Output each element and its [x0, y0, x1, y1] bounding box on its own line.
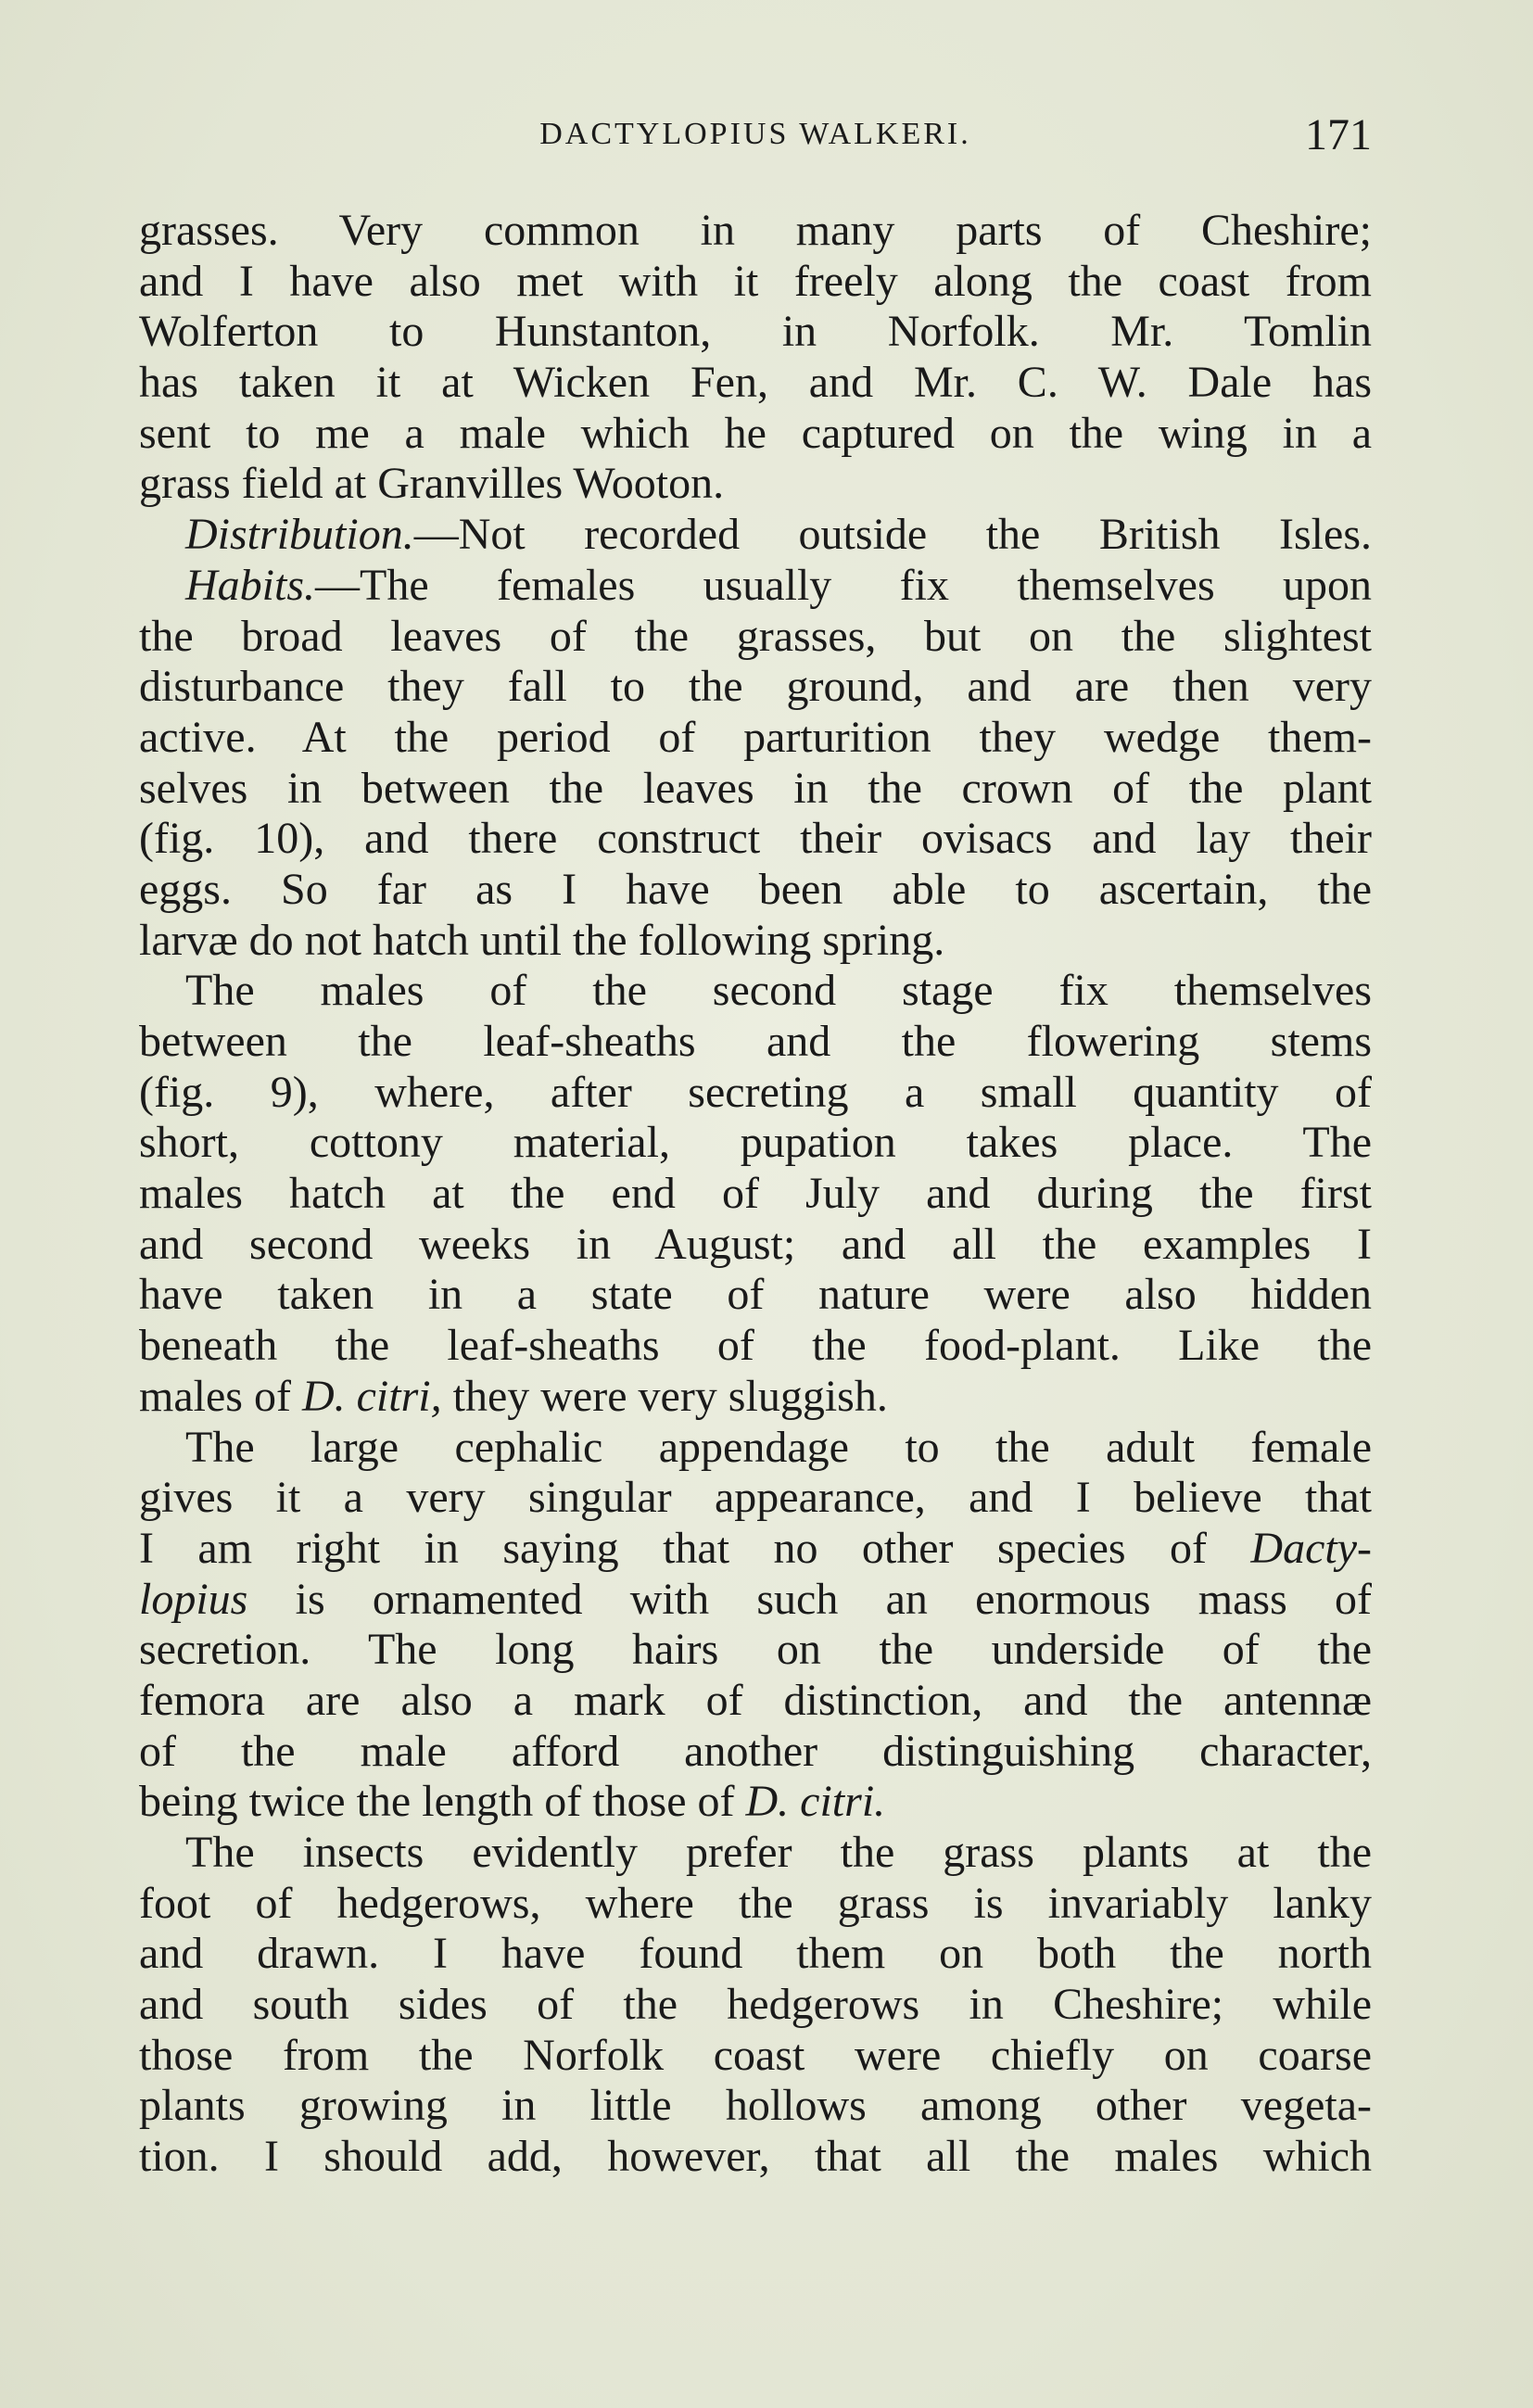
- text-line: [139, 206, 1372, 257]
- line-text: foot of hedgerows, where the grass is invariably lanky: [139, 1878, 1372, 1928]
- line-text: short, cottony material, pupation takes place. The: [139, 1118, 1372, 1168]
- text-line: [139, 2081, 1372, 2132]
- line-text: they were very sluggish.: [441, 1371, 888, 1421]
- text-line: [139, 561, 1372, 612]
- page-number: 171: [1305, 110, 1372, 159]
- text-line: [139, 865, 1372, 916]
- italic-term: lopius: [139, 1574, 248, 1624]
- text-line: [139, 409, 1372, 460]
- text-line: [139, 1169, 1372, 1220]
- text-line: [139, 1068, 1372, 1119]
- line-text: Wolferton to Hunstanton, in Norfolk. Mr. Tomlin: [139, 307, 1372, 357]
- text-line: [139, 966, 1372, 1017]
- text-line: [139, 713, 1372, 764]
- text-line: [139, 2132, 1372, 2183]
- line-text: larvæ do not hatch until the following spring.: [139, 915, 945, 965]
- line-text: gives it a very singular appearance, and I believe that: [139, 1473, 1372, 1523]
- line-text: and I have also met with it freely along the coast from: [139, 256, 1372, 306]
- text-line: [139, 662, 1372, 713]
- line-text: between the leaf-sheaths and the flowering stems: [139, 1017, 1372, 1066]
- line-text: tion. I should add, however, that all the males which: [139, 2132, 1372, 2182]
- line-text: (fig. 9), where, after secreting a small quantity of: [139, 1067, 1372, 1117]
- text-line: [139, 1727, 1372, 1778]
- text-line: [139, 1220, 1372, 1271]
- text-line: [139, 1828, 1372, 1879]
- line-text: has taken it at Wicken Fen, and Mr. C. W. Dale has: [139, 358, 1372, 408]
- line-text: and drawn. I have found them on both the north: [139, 1929, 1372, 1979]
- line-text: males of: [139, 1371, 302, 1421]
- text-line: [139, 358, 1372, 409]
- line-text: and south sides of the hedgerows in Cheshire; while: [139, 1980, 1372, 2030]
- italic-term: Habits.: [185, 560, 316, 610]
- text-line: [139, 1017, 1372, 1068]
- text-line: [139, 1473, 1372, 1524]
- text-line: [139, 1777, 1372, 1828]
- text-line: [139, 1118, 1372, 1169]
- text-line: [139, 510, 1372, 561]
- italic-term: D. citri.: [745, 1777, 886, 1827]
- line-text: —The females usually fix themselves upon: [315, 560, 1372, 610]
- line-text: eggs. So far as I have been able to ascertain, the: [139, 864, 1372, 914]
- text-line: [139, 1625, 1372, 1676]
- line-text: grasses. Very common in many parts of Cheshire;: [139, 206, 1372, 255]
- line-text: The males of the second stage fix themselves: [185, 966, 1372, 1016]
- text-line: [139, 1524, 1372, 1575]
- running-title: DACTYLOPIUS WALKERI.: [539, 117, 971, 151]
- text-line: [139, 2031, 1372, 2082]
- text-line: [139, 814, 1372, 865]
- line-text: plants growing in little hollows among other vegeta-: [139, 2081, 1372, 2131]
- text-line: [139, 1676, 1372, 1727]
- italic-term: Dacty-: [1250, 1523, 1372, 1573]
- line-text: active. At the period of parturition they wedge them-: [139, 712, 1372, 762]
- text-line: [139, 1423, 1372, 1474]
- line-text: being twice the length of those of: [139, 1777, 746, 1827]
- line-text: and second weeks in August; and all the examples I: [139, 1219, 1372, 1269]
- line-text: selves in between the leaves in the crown of the plant: [139, 763, 1372, 813]
- text-line: [139, 1372, 1372, 1423]
- text-line: [139, 459, 1372, 510]
- text-line: [139, 1879, 1372, 1930]
- line-text: beneath the leaf-sheaths of the food-plant. Like the: [139, 1321, 1372, 1371]
- line-text: —Not recorded outside the British Isles.: [413, 510, 1372, 560]
- line-text: disturbance they fall to the ground, and are then very: [139, 662, 1372, 712]
- body-text: [139, 206, 1372, 2183]
- line-text: secretion. The long hairs on the underside of the: [139, 1625, 1372, 1675]
- line-text: have taken in a state of nature were also hidden: [139, 1270, 1372, 1320]
- line-text: The insects evidently prefer the grass plants at the: [185, 1828, 1372, 1877]
- line-text: (fig. 10), and there construct their ovisacs and lay their: [139, 814, 1372, 864]
- line-text: males hatch at the end of July and during the first: [139, 1169, 1372, 1219]
- text-line: [139, 1575, 1372, 1626]
- text-line: [139, 1270, 1372, 1321]
- text-line: [139, 1321, 1372, 1372]
- line-text: femora are also a mark of distinction, and the antennæ: [139, 1675, 1372, 1725]
- text-line: [139, 916, 1372, 967]
- text-line: [139, 764, 1372, 815]
- text-line: [139, 1980, 1372, 2031]
- line-text: those from the Norfolk coast were chiefly on coarse: [139, 2030, 1372, 2080]
- line-text: sent to me a male which he captured on the wing in a: [139, 408, 1372, 458]
- line-text: grass field at Granvilles Wooton.: [139, 459, 725, 509]
- text-line: [139, 1929, 1372, 1980]
- line-text: the broad leaves of the grasses, but on the slightest: [139, 611, 1372, 661]
- line-text: The large cephalic appendage to the adult female: [185, 1422, 1372, 1472]
- line-text: I am right in saying that no other species of: [139, 1523, 1251, 1573]
- italic-term: Distribution.: [185, 510, 414, 560]
- running-head: [139, 109, 1372, 165]
- line-text: is ornamented with such an enormous mass of: [247, 1574, 1372, 1624]
- line-text: of the male afford another distinguishing character,: [139, 1726, 1372, 1776]
- italic-term: D. citri,: [301, 1371, 442, 1421]
- text-line: [139, 612, 1372, 663]
- text-line: [139, 257, 1372, 308]
- text-line: [139, 307, 1372, 358]
